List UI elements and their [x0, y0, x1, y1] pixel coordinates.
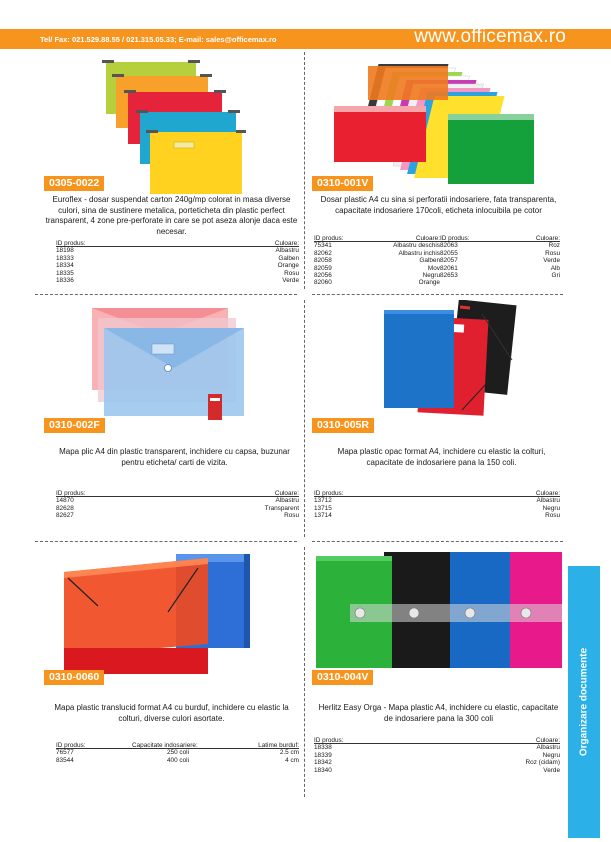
spec-row: 18333 Galben — [56, 254, 299, 262]
spec-row: 82653 Gri — [440, 271, 560, 279]
website-link[interactable]: www.officemax.ro — [414, 26, 566, 47]
spec-row: 18339 Negru — [314, 751, 560, 759]
spec-row: 13715 Negru — [314, 504, 560, 512]
row-divider — [35, 541, 297, 542]
product-code-0310-002F: 0310-002F — [44, 418, 105, 433]
easy-orga-folders-image — [314, 552, 564, 670]
spec-row: 18340 Verde — [314, 766, 560, 774]
spec-row: 82056 Negru — [314, 271, 440, 279]
product-code-0310-0060: 0310-0060 — [44, 670, 104, 685]
spec-header-row: ID produs: Culoare: — [56, 490, 299, 497]
product-code-0305-0022: 0305-0022 — [44, 176, 104, 191]
product-spec-table — [56, 240, 299, 284]
spec-row: 18335 Rosu — [56, 269, 299, 277]
product-description: Dosar plastic A4 cu sina si perforatii indosariere, fata transparenta, capacitate indosariere 170coli, eticheta inlocuibila pe cotor — [320, 195, 557, 215]
spec-header-row: ID produs: Culoare: — [314, 235, 440, 242]
spec-row: 75341 Albastru deschis — [314, 242, 440, 250]
spec-row: 82059 Mov — [314, 264, 440, 272]
row-divider — [312, 541, 563, 542]
envelope-folders-image — [88, 304, 248, 422]
spec-row: 18334 Orange — [56, 262, 299, 270]
category-label: Organizare documente — [578, 647, 590, 757]
spec-row: 13712 Albastru — [314, 497, 560, 505]
spec-row: 13714 Rosu — [314, 512, 560, 520]
spec-header-row: ID produs: Capacitate indosariere: Latime burduf: — [56, 742, 299, 749]
product-description: Mapa plastic opac format A4, inchidere cu elastic la colturi, capacitate de indosariere pana la 150 coli. — [337, 447, 546, 467]
spec-row: 18336 Verde — [56, 276, 299, 284]
spec-row: 82627 Rosu — [56, 512, 299, 520]
spec-row: 18198 Albastru — [56, 247, 299, 255]
category-side-tab[interactable] — [568, 566, 600, 838]
spec-row: 18338 Albastru — [314, 744, 560, 752]
column-divider — [304, 52, 305, 289]
spec-row: 82055 Rosu — [440, 249, 560, 257]
spec-row: 82063 Roz — [440, 242, 560, 250]
translucent-box-folders-image — [58, 548, 254, 678]
row-divider — [35, 294, 297, 295]
spec-header-row — [56, 240, 299, 247]
product-description: Herlitz Easy Orga - Mapa plastic A4, inchidere cu elastic, capacitate de indosariere pana la 300 coli — [318, 703, 559, 723]
spec-row: 82058 Galben — [314, 257, 440, 265]
product-spec-table — [314, 490, 560, 520]
product-description: Mapa plastic translucid format A4 cu burduf, inchidere cu elastic la colturi, diverse culori asortate. — [54, 703, 289, 723]
product-spec-table-right — [440, 235, 560, 279]
color-header: Culoare: — [274, 240, 299, 247]
product-spec-table — [56, 490, 299, 520]
plastic-folders-image — [328, 58, 560, 194]
contact-info: Tel/ Fax: 021.529.88.55 / 021.315.05.33; E-mail: sales@officemax.ro — [40, 35, 277, 44]
row-divider — [312, 294, 563, 295]
id-header: ID produs: — [56, 240, 86, 247]
spec-row: 82062 Albastru inchis — [314, 249, 440, 257]
product-spec-table-left — [314, 235, 440, 287]
column-divider — [304, 547, 305, 797]
spec-row: 82060 Orange — [314, 279, 440, 287]
product-code-0310-004V: 0310-004V — [312, 670, 373, 685]
spec-row: 82628 Transparent — [56, 504, 299, 512]
product-spec-table — [314, 737, 560, 774]
product-description: Mapa plic A4 din plastic transparent, inchidere cu capsa, buzunar pentru eticheta/ carti de vizita. — [59, 447, 290, 467]
product-description: Euroflex - dosar suspendat carton 240g/mp colorat in masa diverse culori, sina de sustinere metalica, porteticheta din plastic perfect transparent, 4 zone pre-perforate in care se pot aseza alonje daca este necesar. — [45, 195, 298, 236]
header-bar — [0, 26, 611, 49]
column-divider — [304, 300, 305, 537]
opaque-folders-image — [382, 300, 532, 420]
product-code-0310-001V: 0310-001V — [312, 176, 373, 191]
spec-header-row: ID produs: Culoare: — [314, 737, 560, 744]
spec-row: 18342 Roz (cidam) — [314, 759, 560, 767]
spec-row: 83544 400 coli 4 cm — [56, 756, 299, 764]
spec-header-row: ID produs: Culoare: — [314, 490, 560, 497]
spec-row: 82061 Alb — [440, 264, 560, 272]
product-spec-table — [56, 742, 299, 764]
spec-row: 76577 250 coli 2.5 cm — [56, 749, 299, 757]
spec-row: 14870 Albastru — [56, 497, 299, 505]
product-code-0310-005R: 0310-005R — [312, 418, 374, 433]
spec-row: 82057 Verde — [440, 257, 560, 265]
hanging-folders-image — [102, 56, 247, 196]
spec-header-row: ID produs: Culoare: — [440, 235, 560, 242]
